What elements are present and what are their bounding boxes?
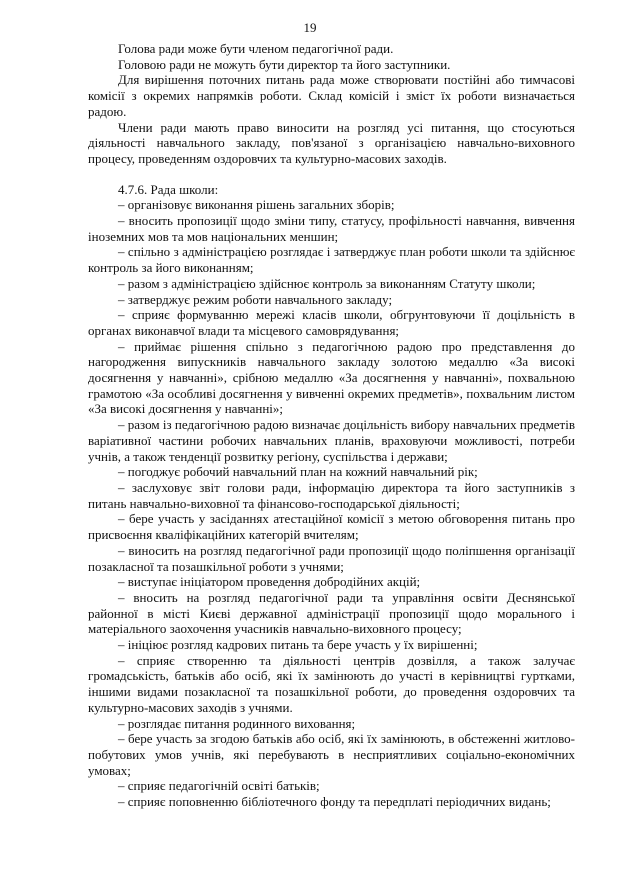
list-item: – сприяє формуванню мережі класів школи, обгрунтовуючи її доцільність в органах виконавчої влади та місцевого самоврядування;	[88, 307, 575, 338]
list-item: – затверджує режим роботи навчального закладу;	[118, 291, 393, 307]
list-item: – сприяє педагогічній освіті батьків;	[118, 778, 320, 794]
list-item: – сприяє поповненню бібліотечного фонду та передплаті періодичних видань;	[118, 794, 551, 810]
document-body	[88, 41, 575, 810]
paragraph: Голова ради може бути членом педагогічної ради.	[118, 41, 394, 56]
list-item: – виступає ініціатором проведення добродійних акцій;	[118, 574, 421, 590]
paragraph: Члени ради мають право виносити на розгляд усі питання, що стосуються діяльності навчального закладу, пов'язаної з організацією навчально-виховного процесу, проведенням оздоровчих та культурно-масових заходів.	[88, 119, 575, 166]
paragraph: Головою ради не можуть бути директор та його заступники.	[118, 56, 451, 72]
list-item: – бере участь за згодою батьків або осіб, які їх замінюють, в обстеженні житлово-побутових умов учнів, які перебувають в несприятливих соціально-економічних умовах;	[88, 731, 575, 778]
list-item: – спільно з адміністрацією розглядає і затверджує план роботи школи та здійснює контроль за його виконанням;	[88, 244, 575, 276]
paragraph: Для вирішення поточних питань рада може створювати постійні або тимчасові комісії з окремих напрямків роботи. Склад комісій і зміст їх роботи визначається радою.	[88, 72, 575, 119]
list-item: – погоджує робочий навчальний план на кожний навчальний рік;	[118, 464, 478, 480]
list-item: – приймає рішення спільно з педагогічною радою про представлення до нагородження випускників навчального закладу золотою медаллю «За високі досягнення у навчанні», срібною медаллю «За досягнення у навчанні», похвальною грамотою «За особливі досягнення у вивченні окремих предметів», похвальним листом «За високі досягнення у навчанні»;	[88, 338, 575, 417]
list-item: – розглядає питання родинного виховання;	[118, 715, 356, 731]
list-item: – ініціює розгляд кадрових питань та бере участь у їх вирішенні;	[118, 637, 478, 653]
section-heading: 4.7.6. Рада школи:	[118, 181, 219, 197]
list-item: – бере участь у засіданнях атестаційної комісії з метою обговорення питань про присвоєння кваліфікаційних категорій вчителям;	[88, 511, 575, 543]
list-item: – заслуховує звіт голови ради, інформацію директора та його заступників з питань навчально-виховної та фінансово-господарської діяльності;	[88, 479, 575, 511]
list-item: – разом із педагогічною радою визначає доцільність вибору навчальних предметів варіативної частини робочих навчальних планів, враховуючи можливості, потреби учнів, а також тенденції розвитку регіону, суспільства і держави;	[88, 417, 575, 464]
list-item: – сприяє створенню та діяльності центрів дозвілля, а також залучає громадськість, батьків або осіб, які їх замінюють до участі в керівництві гуртками, іншими видами позакласної та позашкільної роботи, до проведення оздоровчих та культурно-масових заходів з учнями.	[88, 652, 575, 715]
list-item: – вносить пропозиції щодо зміни типу, статусу, профільності навчання, вивчення іноземних мов та мов національних меншин;	[88, 213, 575, 244]
list-item: – разом з адміністрацією здійснює контроль за виконанням Статуту школи;	[118, 275, 536, 291]
list-item: – виносить на розгляд педагогічної ради пропозиції щодо поліпшення організації позакласної та позашкільної роботи з учнями;	[88, 542, 575, 574]
list-item: – вносить на розгляд педагогічної ради та управління освіти Деснянської районної в місті Києві державної адміністрації пропозиції щодо морального і матеріального заохочення учасників навчально-виховного процесу;	[88, 589, 575, 637]
page-number: 19	[303, 20, 317, 35]
list-item: – організовує виконання рішень загальних зборів;	[118, 197, 395, 213]
